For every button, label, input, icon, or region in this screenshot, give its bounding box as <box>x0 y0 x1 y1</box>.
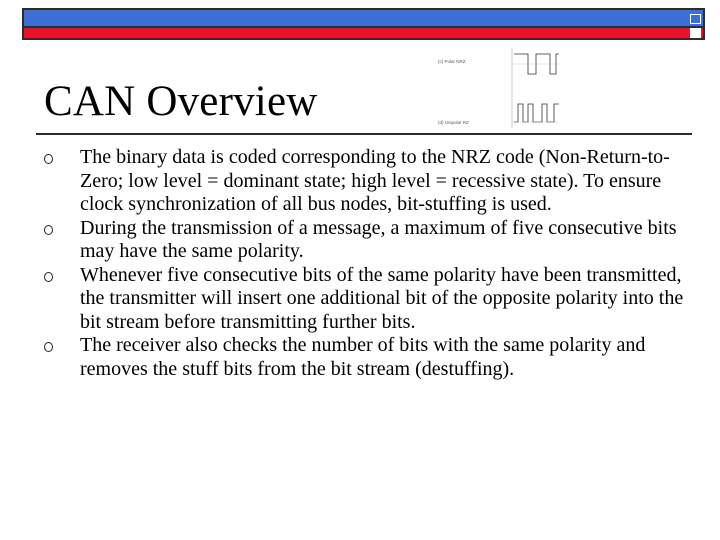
list-item <box>44 334 684 381</box>
figure-label-unipolar-rz: (d) Unipolar RZ <box>438 120 469 125</box>
list-item <box>44 217 684 264</box>
bullet-text: The binary data is coded corresponding to the NRZ code (Non-Return-to-Zero; low level = dominant state; high level = recessive state). To ensure clock synchronization of all bus nodes, bit-stuffing is used. <box>80 146 670 215</box>
bullet-circle-icon <box>44 154 53 164</box>
list-item <box>44 146 684 217</box>
header-blue-bar <box>22 8 705 28</box>
list-item <box>44 264 684 335</box>
header-decoration <box>0 0 720 40</box>
slide-title: CAN Overview <box>44 78 318 125</box>
header-square-icon <box>690 28 701 38</box>
header-red-bar <box>22 28 705 40</box>
title-divider <box>36 133 692 135</box>
bullet-circle-icon <box>44 225 53 235</box>
bullet-circle-icon <box>44 272 53 282</box>
bullet-list <box>44 146 684 381</box>
nrz-waveform-figure <box>434 44 559 130</box>
figure-label-polar-nrz: (c) Polar NRZ <box>438 59 466 64</box>
bullet-circle-icon <box>44 342 53 352</box>
header-square-icon <box>690 14 701 24</box>
bullet-text: Whenever five consecutive bits of the same polarity have been transmitted, the transmitter will insert one additional bit of the opposite polarity into the bit stream before transmitting further bits. <box>80 263 684 333</box>
unipolar-rz-waveform <box>514 104 559 122</box>
bullet-text: The receiver also checks the number of bits with the same polarity and removes the stuff bits from the bit stream (destuffing). <box>80 334 646 380</box>
bullet-text: During the transmission of a message, a maximum of five consecutive bits may have the same polarity. <box>80 216 677 262</box>
